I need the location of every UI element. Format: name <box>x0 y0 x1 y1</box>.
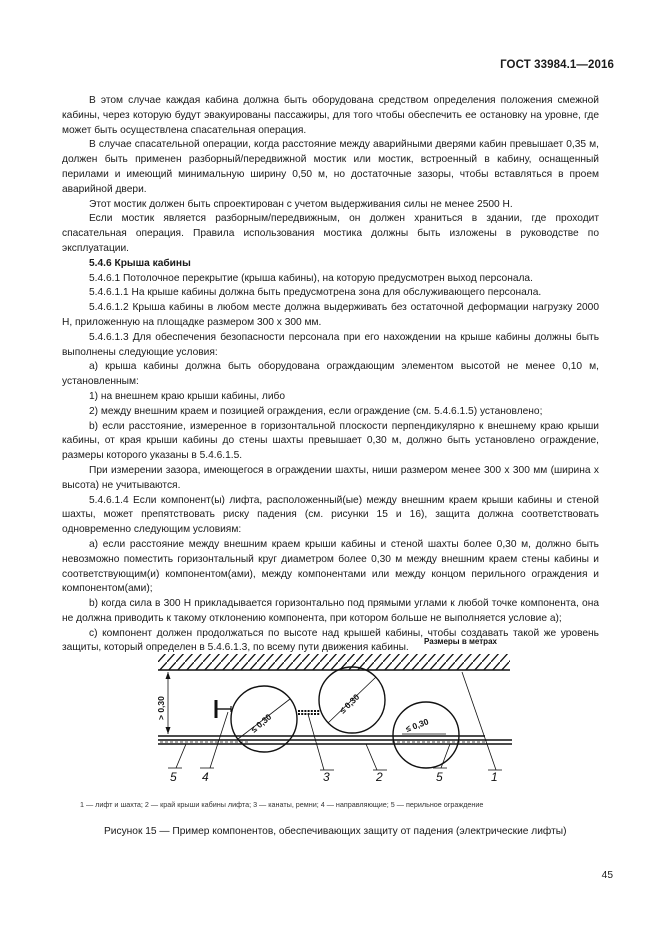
paragraph: b) когда сила в 300 Н прикладывается горизонтально под прямыми углами к любой точке компонента, она не должна приводить к такому отклонению компонента, при котором больше не выполняется условие а); <box>62 598 599 624</box>
callout-1: 1 <box>491 770 498 782</box>
callout-3: 3 <box>323 770 330 782</box>
paragraph: 5.4.6.1.4 Если компонент(ы) лифта, расположенный(ые) между внешним краем крыши кабины и стеной шахты, может препятствовать риску падения (см. рисунки 15 и 16), защита должна соответствовать одновременно следующим условиям: <box>62 494 599 536</box>
shaft-ceiling-hatch <box>158 654 510 670</box>
callout-leader <box>441 744 450 768</box>
callout-leader <box>462 672 496 770</box>
callout-leader <box>308 714 324 770</box>
callout-5: 5 <box>170 770 177 782</box>
callout-leader <box>366 744 377 770</box>
paragraph: Этот мостик должен быть спроектирован с учетом выдерживания силы не менее 2500 Н. <box>89 198 513 210</box>
body-text <box>62 94 599 656</box>
paragraph: а) если расстояние между внешним краем крыши кабины и стеной шахты более 0,30 м, должно быть невозможно поместить горизонтальный круг диаметром более 0,30 м между внешним краем стены кабины и соответствующим(и) компонентом(ами), между компонентами или между концом перильного ограждения и компонентом(ами); <box>62 538 599 595</box>
callout-5: 5 <box>436 770 443 782</box>
callout-2: 2 <box>376 770 383 782</box>
paragraph: При измерении зазора, имеющегося в ограждении шахты, ниши размером менее 300 х 300 мм (ширина х высота) не учитываются. <box>62 464 599 491</box>
circle-dimension-label: ≤ 0,30 <box>404 716 430 734</box>
page-number: 45 <box>601 870 613 881</box>
document-standard-header: ГОСТ 33984.1—2016 <box>500 59 614 71</box>
figure-legend: 1 — лифт и шахта; 2 — край крыши кабины лифта; 3 — канаты, ремни; 4 — направляющие; 5 — перильное ограждение <box>80 800 484 809</box>
figure-15-diagram <box>140 632 520 782</box>
dimension-arrow <box>166 727 171 734</box>
paragraph: 5.4.6.1.3 Для обеспечения безопасности персонала при его нахождении на крыше кабины должны быть выполнены следующие условия: <box>62 331 599 358</box>
test-circle <box>393 702 459 768</box>
paragraph: В этом случае каждая кабина должна быть оборудована средством определения положения смежной кабины, через которую будут эвакуированы пассажиры, для того чтобы обеспечить ее остановку на уровне, где может быть осуществлена спасательная операция. <box>62 95 599 136</box>
paragraph: 1) на внешнем краю крыши кабины, либо <box>89 390 286 402</box>
units-label: Размеры в метрах <box>424 637 497 646</box>
paragraph: 2) между внешним краем и позицией ограждения, если ограждение (см. 5.4.6.1.5) установлено; <box>89 405 543 417</box>
circle-dimension-label: ≤ 0,30 <box>337 691 362 716</box>
paragraph: В случае спасательной операции, когда расстояние между аварийными дверями кабин превышает 0,35 м, должен быть применен разборный/передвижной мостик или мостик, встроенный в кабину, оснащенный перилами и имеющий минимальную ширину 0,50 м, но достаточные зазоры, чтобы вставляться в проем аварийной двери. <box>62 139 599 195</box>
height-dimension-label: > 0,30 <box>156 696 166 720</box>
circle-dimension-label: ≤ 0,30 <box>248 711 274 735</box>
paragraph: 5.4.6.1 Потолочное перекрытие (крыша кабины), на которую предусмотрен выход персонала. <box>89 272 533 284</box>
callout-leader <box>176 744 186 768</box>
dimension-arrow <box>166 672 171 679</box>
callout-4: 4 <box>202 770 209 782</box>
paragraph: 5.4.6.1.2 Крыша кабины в любом месте должна выдерживать без остаточной деформации нагрузку 2000 Н, приложенную на площадке размером 300 х 300 мм. <box>62 302 599 328</box>
figure-caption: Рисунок 15 — Пример компонентов, обеспечивающих защиту от падения (электрические лифты) <box>104 826 567 837</box>
section-heading: 5.4.6 Крыша кабины <box>89 257 191 269</box>
paragraph: с) компонент должен продолжаться по высоте над крышей кабины, чтобы создавать такой же уровень защиты, который определен в 5.4.6.1.3, по всему пути движения кабины. <box>62 627 599 654</box>
paragraph: Если мостик является разборным/передвижным, он должен храниться в здании, где проходит спасательная операция. Правила использования мостика должны быть изложены в руководстве по эксплуатации. <box>62 213 599 254</box>
paragraph: b) если расстояние, измеренное в горизонтальной плоскости перпендикулярно к внешнему краю крыши кабины, от края крыши кабины до стены шахты превышает 0,30 м, должно быть установлено ограждение, размеры которого указаны в 5.4.6.1.5. <box>62 420 599 462</box>
paragraph: а) крыша кабины должна быть оборудована ограждающим элементом высотой не менее 0,10 м, установленным: <box>62 361 599 388</box>
paragraph: 5.4.6.1.1 На крыше кабины должна быть предусмотрена зона для обслуживающего персонала. <box>89 287 542 299</box>
